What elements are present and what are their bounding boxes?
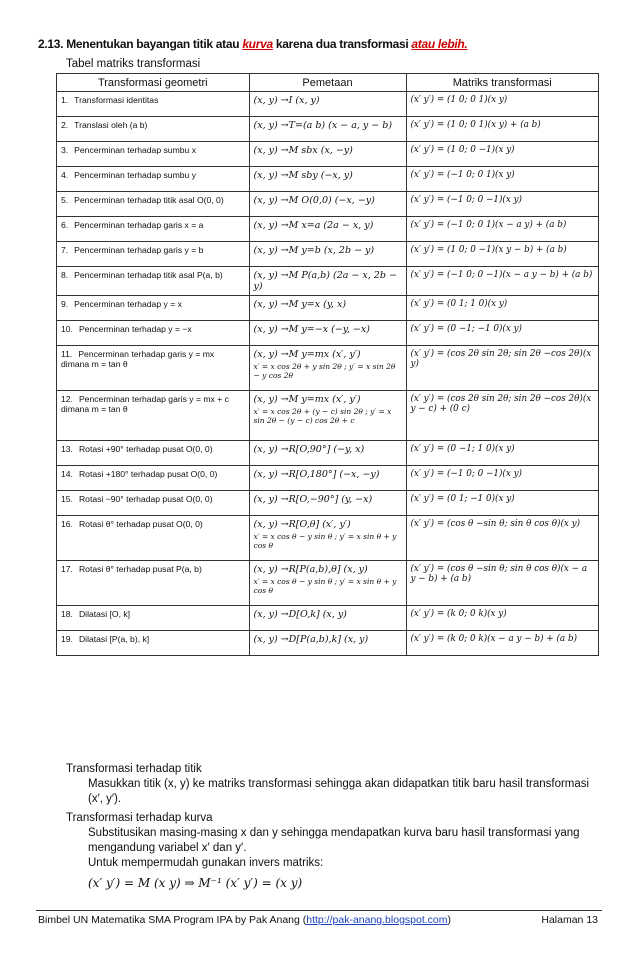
notes-section bbox=[66, 762, 606, 871]
cell-matrix: (x′ y′) = (−1 0; 0 −1)(x − a y − b) + (a b) bbox=[406, 267, 599, 296]
row-number: 6. bbox=[61, 220, 69, 230]
footer-link[interactable]: http://pak-anang.blogspot.com bbox=[306, 914, 448, 926]
cell-matrix: (x′ y′) = (−1 0; 0 −1)(x y) bbox=[406, 192, 599, 217]
cell-matrix: (x′ y′) = (−1 0; 0 −1)(x y) bbox=[406, 466, 599, 491]
cell-mapping bbox=[249, 92, 406, 117]
row-number: 16. bbox=[61, 519, 73, 529]
cell-transformation bbox=[57, 631, 250, 656]
cell-mapping bbox=[249, 516, 406, 561]
mapping-text: (x, y) →M y=b (x, 2b − y) bbox=[253, 245, 375, 256]
cell-matrix: (x′ y′) = (1 0; 0 1)(x y) bbox=[406, 92, 599, 117]
footer-divider bbox=[36, 910, 602, 911]
mapping-text: (x, y) →T=(a b) (x − a, y − b) bbox=[253, 120, 393, 131]
mapping-text: (x, y) →R[P(a,b),θ] (x, y) bbox=[253, 564, 368, 575]
mapping-text: (x, y) →M P(a,b) (2a − x, 2b − y) bbox=[253, 270, 397, 292]
row-number: 13. bbox=[61, 444, 73, 454]
cell-mapping bbox=[249, 631, 406, 656]
row-name: Pencerminan terhadap garis x = a bbox=[74, 220, 204, 230]
row-number: 8. bbox=[61, 270, 69, 280]
table-row bbox=[57, 606, 599, 631]
mapping-text: (x, y) →D[O,k] (x, y) bbox=[253, 609, 347, 620]
cell-mapping bbox=[249, 441, 406, 466]
cell-transformation bbox=[57, 92, 250, 117]
cell-transformation bbox=[57, 606, 250, 631]
cell-matrix: (x′ y′) = (cos 2θ sin 2θ; sin 2θ −cos 2θ)(x y) bbox=[406, 346, 599, 391]
mapping-text: (x, y) →M O(0,0) (−x, −y) bbox=[253, 195, 375, 206]
cell-mapping bbox=[249, 296, 406, 321]
table-row bbox=[57, 267, 599, 296]
mapping-text: (x, y) →R[O,90°] (−y, x) bbox=[253, 444, 365, 455]
table-row bbox=[57, 441, 599, 466]
cell-matrix: (x′ y′) = (0 −1; −1 0)(x y) bbox=[406, 321, 599, 346]
transformation-table bbox=[56, 73, 599, 656]
cell-mapping bbox=[249, 491, 406, 516]
table-title: Tabel matriks transformasi bbox=[66, 58, 201, 70]
row-number: 19. bbox=[61, 634, 73, 644]
row-name: Pencerminan terhadap garis y = mx dimana m = tan θ bbox=[61, 349, 215, 369]
cell-transformation bbox=[57, 391, 250, 441]
row-name: Pencerminan terhadap sumbu x bbox=[74, 145, 196, 155]
table-row bbox=[57, 117, 599, 142]
row-number: 5. bbox=[61, 195, 69, 205]
cell-matrix: (x′ y′) = (−1 0; 0 1)(x − a y) + (a b) bbox=[406, 217, 599, 242]
table-row bbox=[57, 192, 599, 217]
mapping-detail: x′ = x cos 2θ + (y − c) sin 2θ ; y′ = x sin 2θ − (y − c) cos 2θ + c bbox=[253, 407, 392, 425]
cell-mapping bbox=[249, 242, 406, 267]
heading-highlight-curve: kurva bbox=[242, 37, 273, 51]
heading-text: Menentukan bayangan titik atau bbox=[63, 37, 243, 51]
row-number: 1. bbox=[61, 95, 69, 105]
note-curve-title: Transformasi terhadap kurva bbox=[66, 812, 213, 824]
cell-transformation bbox=[57, 142, 250, 167]
row-number: 3. bbox=[61, 145, 69, 155]
mapping-text: (x, y) →M sbx (x, −y) bbox=[253, 145, 353, 156]
row-name: Pencerminan terhadap y = −x bbox=[78, 324, 192, 334]
cell-transformation bbox=[57, 217, 250, 242]
note-point-text: Masukkan titik (x, y) ke matriks transformasi sehingga akan didapatkan titik baru hasil transformasi (x′, y′). bbox=[88, 778, 590, 805]
row-name: Pencerminan terhadap titik asal O(0, 0) bbox=[74, 195, 224, 205]
mapping-text: (x, y) →M x=a (2a − x, y) bbox=[253, 220, 374, 231]
row-name: Transformasi identitas bbox=[74, 95, 159, 105]
cell-mapping bbox=[249, 561, 406, 606]
cell-transformation bbox=[57, 441, 250, 466]
cell-mapping bbox=[249, 606, 406, 631]
row-name: Pencerminan terhadap garis y = mx + c dimana m = tan θ bbox=[61, 394, 229, 414]
cell-mapping bbox=[249, 346, 406, 391]
mapping-text: (x, y) →M y=−x (−y, −x) bbox=[253, 324, 370, 335]
cell-matrix: (x′ y′) = (0 1; 1 0)(x y) bbox=[406, 296, 599, 321]
page-number: Halaman 13 bbox=[541, 914, 598, 926]
cell-transformation bbox=[57, 192, 250, 217]
cell-mapping bbox=[249, 192, 406, 217]
row-name: Rotasi +180° terhadap pusat O(0, 0) bbox=[78, 469, 218, 479]
mapping-text: (x, y) →M sby (−x, y) bbox=[253, 170, 353, 181]
cell-matrix: (x′ y′) = (0 −1; 1 0)(x y) bbox=[406, 441, 599, 466]
cell-matrix: (x′ y′) = (1 0; 0 −1)(x y − b) + (a b) bbox=[406, 242, 599, 267]
row-name: Dilatasi [O, k] bbox=[78, 609, 131, 619]
cell-transformation bbox=[57, 296, 250, 321]
row-name: Rotasi θ° terhadap pusat O(0, 0) bbox=[78, 519, 203, 529]
heading-highlight-more: atau lebih. bbox=[411, 37, 468, 51]
col-header-matrix: Matriks transformasi bbox=[406, 74, 599, 92]
row-number: 2. bbox=[61, 120, 69, 130]
mapping-text: (x, y) →R[O,θ] (x′, y′) bbox=[253, 519, 351, 530]
cell-transformation bbox=[57, 242, 250, 267]
footer bbox=[38, 914, 451, 926]
inverse-formula: (x′ y′) = M (x y) ⇒ M⁻¹ (x′ y′) = (x y) bbox=[88, 876, 303, 890]
cell-mapping bbox=[249, 321, 406, 346]
row-number: 11. bbox=[61, 349, 73, 359]
table-row bbox=[57, 321, 599, 346]
mapping-text: (x, y) →D[P(a,b),k] (x, y) bbox=[253, 634, 369, 645]
row-number: 15. bbox=[61, 494, 73, 504]
footer-close: ) bbox=[447, 914, 452, 926]
table-row bbox=[57, 391, 599, 441]
mapping-text: (x, y) →I (x, y) bbox=[253, 95, 320, 106]
row-name: Dilatasi [P(a, b), k] bbox=[78, 634, 150, 644]
cell-transformation bbox=[57, 321, 250, 346]
table-row bbox=[57, 631, 599, 656]
cell-transformation bbox=[57, 516, 250, 561]
cell-mapping bbox=[249, 267, 406, 296]
row-number: 12. bbox=[61, 394, 73, 404]
cell-matrix: (x′ y′) = (k 0; 0 k)(x y) bbox=[406, 606, 599, 631]
heading-number: 2.13. bbox=[38, 37, 64, 51]
mapping-text: (x, y) →M y=mx (x′, y′) bbox=[253, 349, 361, 360]
row-name: Pencerminan terhadap garis y = b bbox=[74, 245, 204, 255]
cell-matrix: (x′ y′) = (−1 0; 0 1)(x y) bbox=[406, 167, 599, 192]
table-row bbox=[57, 466, 599, 491]
row-number: 17. bbox=[61, 564, 73, 574]
cell-transformation bbox=[57, 267, 250, 296]
row-number: 7. bbox=[61, 245, 69, 255]
cell-mapping bbox=[249, 217, 406, 242]
table-row bbox=[57, 491, 599, 516]
row-number: 10. bbox=[61, 324, 73, 334]
row-name: Rotasi +90° terhadap pusat O(0, 0) bbox=[78, 444, 213, 454]
cell-matrix: (x′ y′) = (1 0; 0 1)(x y) + (a b) bbox=[406, 117, 599, 142]
row-name: Translasi oleh (a b) bbox=[74, 120, 148, 130]
row-name: Pencerminan terhadap sumbu y bbox=[74, 170, 196, 180]
table-row bbox=[57, 516, 599, 561]
mapping-text: (x, y) →M y=x (y, x) bbox=[253, 299, 347, 310]
table-row bbox=[57, 92, 599, 117]
note-curve-text: Substitusikan masing-masing x dan y sehingga mendapatkan kurva baru hasil transformasi yang mengandung variabel x′ dan y′. bbox=[88, 827, 580, 854]
table-row bbox=[57, 217, 599, 242]
col-header-mapping: Pemetaan bbox=[249, 74, 406, 92]
mapping-text: (x, y) →M y=mx (x′, y′) bbox=[253, 394, 361, 405]
cell-mapping bbox=[249, 117, 406, 142]
table-row bbox=[57, 346, 599, 391]
cell-matrix: (x′ y′) = (cos 2θ sin 2θ; sin 2θ −cos 2θ)(x y − c) + (0 c) bbox=[406, 391, 599, 441]
table-row bbox=[57, 561, 599, 606]
row-name: Rotasi −90° terhadap pusat O(0, 0) bbox=[78, 494, 213, 504]
row-name: Rotasi θ° terhadap pusat P(a, b) bbox=[78, 564, 202, 574]
cell-mapping bbox=[249, 466, 406, 491]
cell-transformation bbox=[57, 167, 250, 192]
cell-mapping bbox=[249, 142, 406, 167]
cell-matrix: (x′ y′) = (cos θ −sin θ; sin θ cos θ)(x y) bbox=[406, 516, 599, 561]
note-point-title: Transformasi terhadap titik bbox=[66, 763, 202, 775]
row-number: 18. bbox=[61, 609, 73, 619]
table-body bbox=[57, 92, 599, 656]
cell-matrix: (x′ y′) = (k 0; 0 k)(x − a y − b) + (a b) bbox=[406, 631, 599, 656]
heading-text-2: karena dua transformasi bbox=[272, 37, 412, 51]
cell-matrix: (x′ y′) = (0 1; −1 0)(x y) bbox=[406, 491, 599, 516]
cell-mapping bbox=[249, 167, 406, 192]
row-name: Pencerminan terhadap titik asal P(a, b) bbox=[74, 270, 223, 280]
mapping-detail: x′ = x cos 2θ + y sin 2θ ; y′ = x sin 2θ − y cos 2θ bbox=[253, 362, 396, 380]
cell-transformation bbox=[57, 491, 250, 516]
cell-matrix: (x′ y′) = (cos θ −sin θ; sin θ cos θ)(x − a y − b) + (a b) bbox=[406, 561, 599, 606]
cell-transformation bbox=[57, 117, 250, 142]
cell-mapping bbox=[249, 391, 406, 441]
table-header-row bbox=[57, 74, 599, 92]
row-name: Pencerminan terhadap y = x bbox=[74, 299, 182, 309]
note-inverse-text: Untuk mempermudah gunakan invers matriks: bbox=[88, 857, 324, 869]
row-number: 14. bbox=[61, 469, 73, 479]
mapping-detail: x′ = x cos θ − y sin θ ; y′ = x sin θ + y cos θ bbox=[253, 532, 397, 550]
row-number: 9. bbox=[61, 299, 69, 309]
table-row bbox=[57, 242, 599, 267]
cell-transformation bbox=[57, 466, 250, 491]
col-header-transformation: Transformasi geometri bbox=[57, 74, 250, 92]
cell-transformation bbox=[57, 346, 250, 391]
mapping-text: (x, y) →R[O,−90°] (y, −x) bbox=[253, 494, 373, 505]
row-number: 4. bbox=[61, 170, 69, 180]
mapping-detail: x′ = x cos θ − y sin θ ; y′ = x sin θ + y cos θ bbox=[253, 577, 397, 595]
mapping-text: (x, y) →R[O,180°] (−x, −y) bbox=[253, 469, 380, 480]
table-row bbox=[57, 296, 599, 321]
cell-transformation bbox=[57, 561, 250, 606]
table-row bbox=[57, 167, 599, 192]
footer-text: Bimbel UN Matematika SMA Program IPA by Pak Anang ( bbox=[38, 914, 307, 926]
table-row bbox=[57, 142, 599, 167]
section-heading bbox=[38, 37, 467, 51]
cell-matrix: (x′ y′) = (1 0; 0 −1)(x y) bbox=[406, 142, 599, 167]
